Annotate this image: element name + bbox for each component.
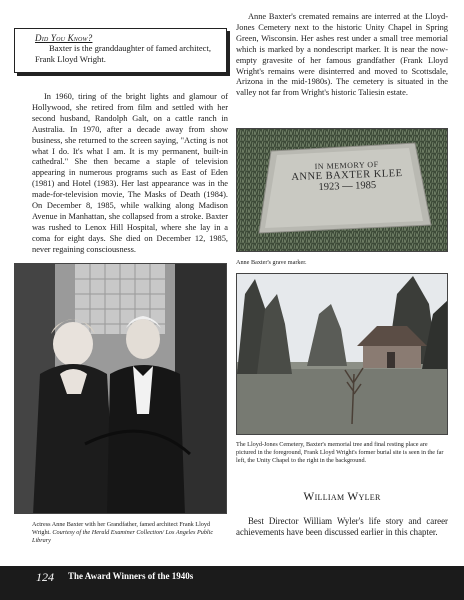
did-you-know-text: Baxter is the granddaughter of famed architect, Frank Lloyd Wright. xyxy=(35,43,212,64)
page-footer xyxy=(0,566,464,600)
left-column xyxy=(32,92,228,256)
inscription-line3: 1923 — 1985 xyxy=(318,179,377,193)
left-paragraph: In 1960, tiring of the bright lights and glamour of Hollywood, she retired from film and settled with her second husband, Randolph Galt, on a cattle ranch in Australia. In 1970, after a decade away from show business, she returned to the screen saying, "Acting is not what I do. It's what I am. It is my permanent, built-in cathedral." She then became a staple of television appearing in numerous programs such as East of Eden (1981) and Hotel (1983). Her last appearance was in the made-for-television movie, The Masks of Death (1984). On December 8, 1985, while walking along Madison Avenue in Manhattan, she collapsed from a stroke. Baxter was rushed to Lenox Hill Hospital, where she lay in a coma for eight days. She died on December 12, 1985, never regaining consciousness. xyxy=(32,92,228,254)
right-paragraph: Anne Baxter's cremated remains are interred at the Lloyd-Jones Cemetery next to the historic Unity Chapel in Spring Green, Wisconsin. Her ashes rest under a small tree memorial which is marked by a nondescript marker. It is near the now-empty gravesite of her famous grandfather (Frank Lloyd Wright's remains were disinterred and moved to Scottsdale, Arizona in the mid-1980s). The cemetery is situated in the valley not far from Wright's historic Taliesin estate. xyxy=(236,12,448,98)
photo-caption-main: Actress Anne Baxter with her Grandfather, famed architect Frank Lloyd Wright. xyxy=(32,521,211,536)
cemetery-photo xyxy=(236,273,448,435)
cemetery-illustration xyxy=(237,274,448,435)
photo-caption xyxy=(32,521,222,545)
wyler-text-block xyxy=(236,516,448,539)
did-you-know-title: Did You Know? xyxy=(35,33,93,43)
inscription-line1: IN MEMORY OF xyxy=(314,159,379,172)
photo-caption-credit: Courtesy of the Herald Examiner Collection/ Los Angeles Public Library xyxy=(32,529,214,544)
grave-inscription xyxy=(277,159,418,195)
baxter-wright-illustration xyxy=(15,264,227,514)
baxter-wright-photo xyxy=(14,263,227,514)
page-number: 124 xyxy=(36,570,54,584)
grave-caption: Anne Baxter's grave marker. xyxy=(236,259,307,266)
right-column xyxy=(236,12,448,99)
inscription-line2: ANNE BAXTER KLEE xyxy=(291,168,403,183)
cemetery-caption: The Lloyd-Jones Cemetery, Baxter's memorial tree and final resting place are pictured in the foreground, Frank Lloyd Wright's former burial site is seen in the far left, the Unity Chapel to the right in the background. xyxy=(236,441,444,464)
did-you-know-box xyxy=(14,28,227,73)
grave-marker-photo xyxy=(236,128,448,252)
section-heading-william-wyler: William Wyler xyxy=(303,491,381,503)
wyler-paragraph: Best Director William Wyler's life story and career achievements have been discussed earlier in this chapter. xyxy=(236,516,448,538)
running-section-title: The Award Winners of the 1940s xyxy=(68,571,194,581)
